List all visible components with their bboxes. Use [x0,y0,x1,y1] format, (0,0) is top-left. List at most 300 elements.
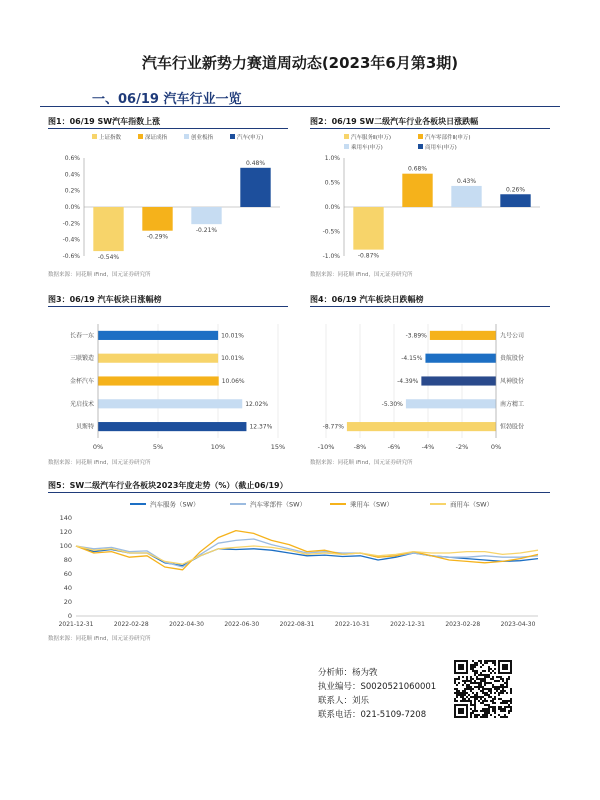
qr-module [474,704,476,706]
bar [142,207,172,231]
data-label: 10.01% [221,332,245,340]
qr-module [484,680,486,682]
y-tick-label: 0.4% [64,171,80,179]
qr-module [480,666,482,668]
x-tick-label: 2023-02-28 [445,621,481,628]
qr-module [470,696,472,698]
legend-label: 乘用车（SW） [350,500,394,509]
qr-module [490,696,492,698]
qr-module [502,700,504,702]
qr-module [486,674,488,676]
qr-module [500,692,502,694]
fig4-rule [310,306,550,307]
fig1-source: 数据来源：同花顺 iFind，国元证券研究所 [48,272,151,278]
qr-module [480,672,482,674]
qr-module [478,674,480,676]
qr-module [476,672,478,674]
qr-module [484,682,486,684]
qr-module [506,692,508,694]
qr-module [494,696,496,698]
x-tick-label: 2022-06-30 [224,621,260,628]
qr-module [502,710,504,712]
qr-module [474,714,476,716]
qr-module [476,696,478,698]
legend-label: 汽车零部件（SW） [250,500,307,509]
legend-label: 商用车(申万) [425,145,457,151]
legend-label: 汽车服务Ⅱ(申万) [351,135,391,141]
data-label: -3.89% [405,332,427,340]
y-tick-label: 0 [67,612,72,620]
qr-module [510,706,512,708]
fig4-source: 数据来源：同花顺 iFind，国元证券研究所 [310,460,413,466]
qr-module [504,690,506,692]
qr-module [484,698,486,700]
legend-swatch [184,134,189,139]
y-tick-label: 0.2% [64,187,80,195]
category-label: 三联锻造 [69,355,94,363]
bar [98,331,218,340]
section-rule [40,106,560,107]
qr-module [466,688,468,690]
qr-module [510,698,512,700]
qr-module [458,676,460,678]
qr-module [482,664,484,666]
fig1-rule [48,128,288,129]
qr-module [478,714,480,716]
qr-module [464,698,466,700]
legend-swatch [138,134,143,139]
x-tick-label: -4% [421,443,435,451]
qr-module [480,684,482,686]
qr-module [498,708,500,710]
qr-module [490,668,492,670]
legend-label: 商用车（SW） [450,500,494,509]
qr-module [456,684,458,686]
qr-module [480,702,482,704]
y-tick-label: 0.6% [64,155,80,162]
qr-module [492,678,494,680]
qr-module [480,682,482,684]
qr-module [508,700,510,702]
category-label: 恒勃股份 [500,423,525,431]
y-tick-label: 0.0% [324,204,340,211]
fig5-rule [48,492,550,493]
x-tick-label: 0% [490,443,502,451]
qr-module [472,688,474,690]
qr-module [486,716,488,718]
qr-module [490,678,492,680]
legend-label: 汽车(申万) [237,135,264,141]
qr-module [484,678,486,680]
qr-module [488,688,490,690]
qr-module [492,686,494,688]
qr-module [478,688,480,690]
y-tick-label: 120 [59,528,72,536]
qr-module [506,716,508,718]
qr-module [484,660,486,662]
qr-module [484,676,486,678]
qr-module [454,688,456,690]
qr-module [470,668,472,670]
qr-module [494,686,496,688]
qr-module [472,692,474,694]
qr-module [492,700,494,702]
qr-module [462,700,464,702]
qr-module [486,700,488,702]
qr-module [474,664,476,666]
qr-module [472,670,474,672]
x-tick-label: 0% [92,443,104,451]
qr-module [474,696,476,698]
legend-label: 乘用车(申万) [351,145,383,151]
qr-module [466,700,468,702]
qr-module [510,708,512,710]
qr-module [472,712,474,714]
fig2-title: 图2：06/19 SW二级汽车行业各板块日涨跌幅 [310,117,479,126]
qr-module [466,696,468,698]
data-label: 12.02% [245,400,269,408]
qr-module [476,686,478,688]
qr-module [504,708,506,710]
qr-module [488,674,490,676]
qr-module [484,692,486,694]
data-label: -0.87% [357,252,380,260]
qr-module [506,682,508,684]
qr-module [506,700,508,702]
qr-module [482,678,484,680]
qr-module [470,664,472,666]
x-tick-label: 2022-04-30 [169,621,204,628]
series-line [76,531,538,570]
category-label: 光启技术 [69,400,94,408]
qr-module [498,698,500,700]
qr-module [482,686,484,688]
qr-module [494,706,496,708]
qr-module [454,692,456,694]
qr-module [484,704,486,706]
qr-module [508,704,510,706]
x-tick-label: 2023-04-30 [500,621,536,628]
qr-module [464,694,466,696]
qr-module [482,708,484,710]
qr-module [464,680,466,682]
x-tick-label: 15% [270,443,286,451]
qr-module [460,700,462,702]
qr-module [460,692,462,694]
qr-module [484,694,486,696]
qr-module [502,678,504,680]
y-tick-label: 0.5% [324,179,340,187]
qr-module [480,710,482,712]
fig3-chart [48,318,288,456]
category-label: 九号公司 [500,332,525,340]
qr-module [494,660,496,662]
qr-module [504,700,506,702]
qr-code-icon [454,660,512,718]
qr-module [508,678,510,680]
document-title: 汽车行业新势力赛道周动态(2023年6月第3期) [141,54,459,72]
qr-module [466,680,468,682]
qr-module [468,688,470,690]
qr-module [494,712,496,714]
qr-module [500,706,502,708]
qr-module [476,670,478,672]
qr-module [480,716,482,718]
qr-module [502,716,504,718]
legend-label: 深证成指 [145,135,168,141]
qr-module [486,708,488,710]
analyst-contact: 联系人：刘乐 [318,696,370,706]
qr-module [486,660,488,662]
qr-module [488,694,490,696]
qr-module [470,666,472,668]
qr-module [502,686,504,688]
qr-module [490,706,492,708]
qr-module [474,700,476,702]
qr-module [472,666,474,668]
qr-module [468,680,470,682]
qr-module [478,678,480,680]
qr-module [484,674,486,676]
data-label: 0.48% [245,159,266,167]
qr-module [496,688,498,690]
qr-module [474,702,476,704]
fig4-chart [310,318,550,456]
qr-module [458,694,460,696]
bar [240,168,270,207]
qr-module [482,690,484,692]
qr-module [504,686,506,688]
qr-module [506,678,508,680]
qr-module [494,692,496,694]
qr-module [494,702,496,704]
qr-module [470,678,472,680]
qr-module [488,668,490,670]
qr-module [500,702,502,704]
qr-module [488,676,490,678]
qr-module [466,684,468,686]
qr-module [474,686,476,688]
qr-module [488,712,490,714]
qr-module [488,708,490,710]
qr-module [500,684,502,686]
qr-module [474,694,476,696]
qr-module [486,694,488,696]
qr-module [476,664,478,666]
data-label: -0.21% [195,227,218,235]
qr-module [480,690,482,692]
qr-module [510,710,512,712]
bar [93,207,123,251]
qr-module [494,688,496,690]
y-tick-label: -0.2% [62,220,80,228]
qr-module [482,700,484,702]
qr-module [486,676,488,678]
qr-module [470,712,472,714]
qr-finder-core [458,664,464,670]
qr-module [458,690,460,692]
qr-module [484,670,486,672]
fig2-chart [310,130,550,268]
qr-module [492,710,494,712]
fig2-source: 数据来源：同花顺 iFind，国元证券研究所 [310,272,413,278]
y-tick-label: 0.0% [64,204,80,211]
qr-module [482,714,484,716]
legend-label: 汽车服务（SW） [150,500,200,509]
x-tick-label: 5% [152,443,164,451]
category-label: 金杯汽车 [69,378,94,385]
qr-module [490,700,492,702]
analyst-phone: 联系电话：021-5109-7208 [318,710,427,720]
qr-module [510,690,512,692]
qr-module [480,674,482,676]
qr-module [482,696,484,698]
qr-module [492,662,494,664]
fig4-title: 图4：06/19 汽车板块日跌幅榜 [310,295,424,304]
qr-finder-core [502,664,508,670]
legend-swatch [230,134,235,139]
qr-module [476,714,478,716]
qr-module [470,708,472,710]
category-label: 贝斯特 [75,423,94,431]
qr-module [494,662,496,664]
qr-module [474,666,476,668]
qr-module [474,662,476,664]
y-tick-label: -0.5% [322,228,340,236]
qr-module [506,684,508,686]
y-tick-label: -0.6% [62,253,80,260]
qr-module [494,668,496,670]
qr-module [486,704,488,706]
qr-module [490,690,492,692]
x-tick-label: -2% [455,443,469,451]
bar [353,207,383,250]
qr-module [496,686,498,688]
qr-module [474,710,476,712]
qr-module [492,706,494,708]
qr-module [506,680,508,682]
qr-module [468,686,470,688]
qr-module [508,676,510,678]
qr-module [474,680,476,682]
qr-module [494,664,496,666]
legend-swatch [418,134,423,139]
qr-module [462,676,464,678]
data-label: 10.01% [221,355,245,363]
qr-module [456,696,458,698]
qr-module [488,666,490,668]
qr-module [462,684,464,686]
qr-module [486,662,488,664]
legend-label: 上证指数 [99,135,122,141]
qr-module [500,708,502,710]
qr-module [486,692,488,694]
qr-module [484,710,486,712]
qr-module [494,698,496,700]
legend-label: 汽车零部件Ⅱ(申万) [425,135,471,141]
qr-module [464,700,466,702]
qr-module [500,686,502,688]
qr-module [486,710,488,712]
qr-module [484,684,486,686]
qr-module [492,670,494,672]
qr-module [480,680,482,682]
qr-module [498,694,500,696]
qr-module [476,692,478,694]
qr-module [502,684,504,686]
data-label: 0.43% [456,177,477,185]
qr-module [502,688,504,690]
qr-module [494,672,496,674]
x-tick-label: 2022-10-31 [334,621,370,628]
qr-module [456,692,458,694]
qr-module [456,700,458,702]
qr-module [510,702,512,704]
qr-module [478,684,480,686]
qr-module [464,692,466,694]
qr-module [504,682,506,684]
bar [430,331,496,340]
qr-module [468,700,470,702]
qr-module [494,680,496,682]
qr-module [482,670,484,672]
data-label: 0.26% [505,186,526,194]
x-tick-label: 2022-08-31 [279,621,315,628]
fig2-rule [310,128,550,129]
bar [98,399,242,408]
qr-module [454,700,456,702]
category-label: 贵航股份 [500,355,525,363]
qr-module [464,690,466,692]
qr-module [468,684,470,686]
qr-module [462,680,464,682]
qr-module [454,682,456,684]
qr-module [474,672,476,674]
qr-module [466,676,468,678]
qr-module [500,716,502,718]
x-tick-label: -6% [387,443,401,451]
qr-module [498,714,500,716]
qr-module [476,678,478,680]
qr-module [488,704,490,706]
qr-module [480,698,482,700]
qr-module [476,676,478,678]
qr-module [488,690,490,692]
qr-module [486,682,488,684]
qr-module [462,690,464,692]
qr-module [458,692,460,694]
qr-module [494,716,496,718]
qr-module [504,714,506,716]
y-tick-label: -1.0% [322,253,340,260]
qr-module [458,682,460,684]
qr-module [492,698,494,700]
qr-module [472,678,474,680]
section-title: 一、06/19 汽车行业一览 [92,92,242,107]
qr-module [508,712,510,714]
qr-module [478,682,480,684]
bar [98,376,219,385]
x-tick-label: 10% [210,443,226,451]
qr-module [506,702,508,704]
qr-module [476,710,478,712]
qr-module [470,686,472,688]
qr-module [462,692,464,694]
qr-module [492,660,494,662]
qr-module [454,678,456,680]
qr-finder-core [458,708,464,714]
fig1-chart [48,130,288,268]
